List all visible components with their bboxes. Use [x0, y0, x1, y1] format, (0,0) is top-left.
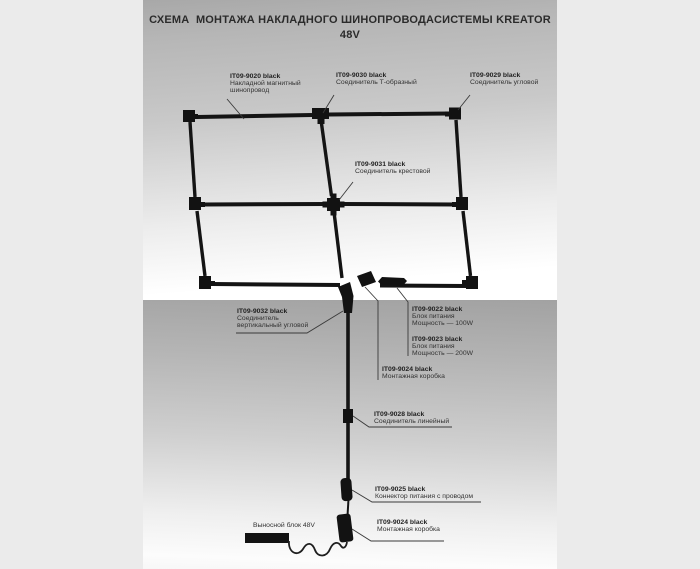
- label-linear-connector-part: IT09-9028 black: [374, 411, 425, 418]
- track-segment: [197, 115, 312, 117]
- track-segment: [197, 211, 205, 276]
- label-power-connector-part: IT09-9025 black: [375, 486, 426, 493]
- label-mounting-box-top-desc: Монтажная коробка: [382, 373, 445, 381]
- label-remote-block-text: Выносной блок 48V: [253, 522, 315, 529]
- t-connector-mid-right: [452, 197, 468, 210]
- label-linear-connector: [374, 411, 449, 425]
- track-segment: [463, 211, 471, 276]
- label-vertical-corner-desc: Соединитель: [237, 315, 279, 323]
- power-feed-connector: [340, 478, 353, 502]
- label-mounting-box-bottom-part: IT09-9024 black: [377, 519, 428, 526]
- track-segment: [321, 120, 332, 196]
- label-corner-connector-part: IT09-9029 black: [470, 72, 521, 79]
- power-cord-segment: [348, 499, 349, 516]
- leader-cross-connector: [339, 182, 353, 200]
- label-cross-connector: [355, 161, 430, 175]
- track-segment: [340, 204, 456, 205]
- corner-connector-top-left: [183, 110, 198, 122]
- label-mounting-box-top-part: IT09-9024 black: [382, 366, 433, 373]
- label-vertical-corner-part: IT09-9032 black: [237, 308, 288, 315]
- track-segment: [380, 286, 466, 287]
- label-track-desc: Накладной магнитный: [230, 80, 301, 88]
- label-psu-100-desc: Мощность — 100W: [412, 320, 474, 328]
- t-connector-top-middle: [312, 108, 329, 124]
- power-cord-wave: [289, 541, 347, 556]
- label-track-desc: шинопровод: [230, 87, 270, 95]
- label-psu-100-desc: Блок питания: [412, 313, 455, 321]
- label-t-connector-desc: Соединитель Т-образный: [336, 79, 417, 87]
- mounting-box-top: [357, 271, 376, 287]
- label-track: [230, 73, 301, 95]
- track-segment: [202, 204, 327, 205]
- label-psu-200-desc: Мощность — 200W: [412, 350, 474, 358]
- track-segment: [329, 114, 450, 115]
- label-mounting-box-top: [382, 366, 445, 380]
- label-mounting-box-bottom-desc: Монтажная коробка: [377, 526, 440, 534]
- label-vertical-corner-desc: вертикальный угловой: [237, 322, 309, 330]
- track-segment: [212, 284, 340, 285]
- label-corner-connector: [470, 72, 538, 86]
- label-remote-block: [253, 522, 315, 529]
- label-psu-200: [412, 336, 473, 358]
- label-cross-connector-part: IT09-9031 black: [355, 161, 406, 168]
- label-cross-connector-desc: Соединитель крестовой: [355, 168, 431, 176]
- label-mounting-box-bottom: [377, 519, 440, 533]
- label-psu-100: [412, 306, 473, 328]
- title-line-1: СХЕМА МОНТАЖА НАКЛАДНОГО ШИНОПРОВОДА: [149, 14, 434, 26]
- track-segment: [190, 122, 195, 197]
- track-segment: [334, 212, 342, 278]
- t-connector-mid-left: [189, 197, 205, 210]
- label-t-connector: [336, 72, 417, 86]
- title-line-2: СИСТЕМЫ KREATOR 48V: [339, 14, 555, 41]
- linear-connector: [343, 409, 353, 423]
- leader-corner-connector: [458, 95, 470, 110]
- leader-psu-group: [397, 288, 408, 356]
- label-vertical-corner-connector: [237, 308, 308, 330]
- leader-mounting-box-top: [365, 287, 378, 380]
- label-track-part: IT09-9020 black: [230, 73, 281, 80]
- label-t-connector-part: IT09-9030 black: [336, 72, 387, 79]
- label-power-connector: [375, 486, 473, 500]
- label-psu-200-desc: Блок питания: [412, 343, 455, 351]
- label-power-connector-desc: Коннектор питания с проводом: [375, 493, 474, 501]
- mounting-box-bottom: [336, 513, 353, 542]
- corner-connector-bottom-left: [199, 276, 215, 289]
- power-supply-unit: [378, 277, 407, 286]
- label-psu-200-part: IT09-9023 black: [412, 336, 463, 343]
- vertical-corner-connector: [338, 282, 354, 313]
- label-corner-connector-desc: Соединитель угловой: [470, 79, 539, 87]
- remote-power-block: [245, 533, 289, 543]
- track-segment: [456, 120, 461, 197]
- label-psu-100-part: IT09-9022 black: [412, 306, 463, 313]
- label-linear-connector-desc: Соединитель линейный: [374, 418, 450, 426]
